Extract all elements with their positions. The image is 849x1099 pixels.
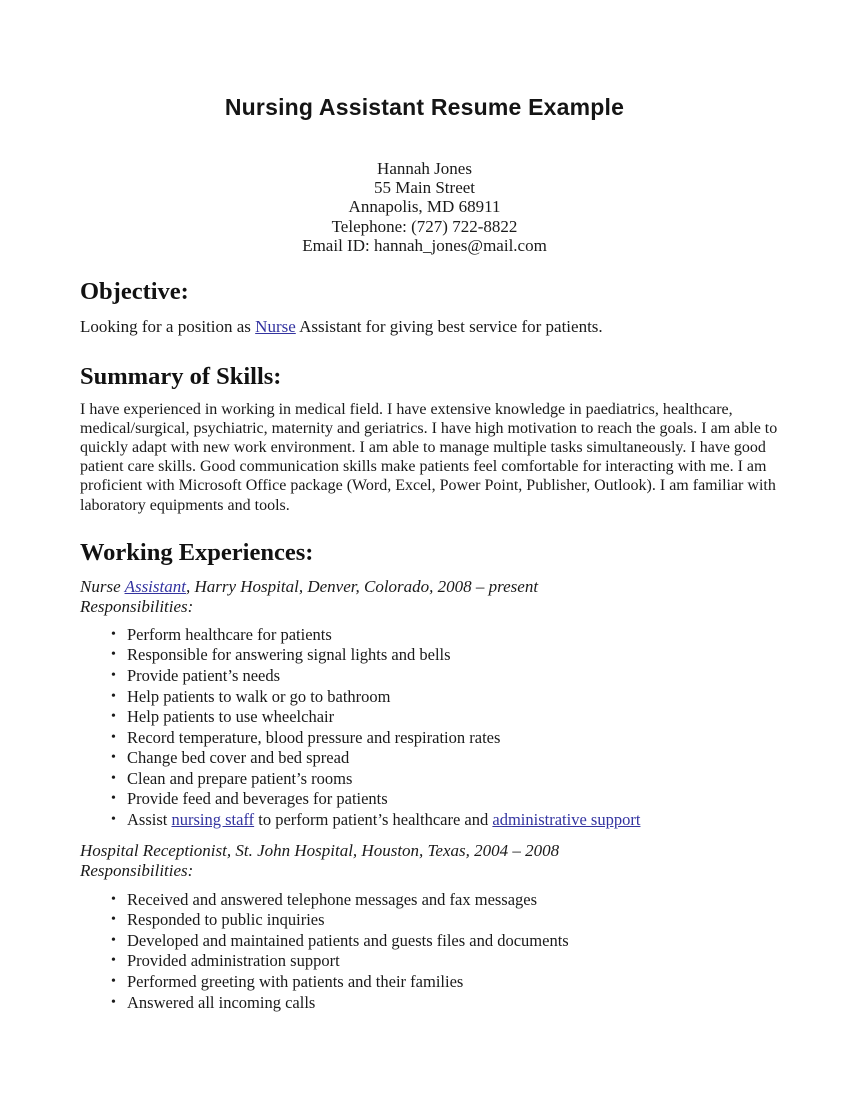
list-item — [80, 625, 779, 646]
bullet-icon: • — [111, 667, 116, 683]
contact-street: 55 Main Street — [373, 178, 476, 198]
bullet-text: Clean and prepare patient’s rooms — [127, 768, 353, 788]
objective-text-after: Assistant for giving best service for patients. — [295, 317, 603, 337]
bullet-icon: • — [111, 729, 116, 745]
contact-city-state-zip: Annapolis, MD 68911 — [348, 197, 501, 217]
bullet-text: Provide feed and beverages for patients — [127, 789, 388, 809]
objective-text-before: Looking for a position as — [80, 317, 256, 337]
bullet-icon: • — [111, 812, 116, 828]
bullet-icon: • — [111, 709, 116, 725]
list-item — [80, 993, 779, 1014]
list-item — [80, 707, 779, 728]
job1-bullet-list — [80, 625, 779, 831]
list-item — [80, 810, 779, 831]
bullet-icon: • — [111, 626, 116, 642]
summary-of-skills-heading: Summary of Skills: — [80, 362, 282, 390]
objective-heading: Objective: — [80, 278, 189, 306]
job1-title-line — [80, 577, 779, 597]
contact-email: Email ID: hannah_jones@mail.com — [302, 235, 547, 255]
bullet-text: Help patients to use wheelchair — [127, 707, 335, 727]
assistant-link[interactable]: Assistant — [124, 576, 186, 596]
bullet-icon: • — [111, 647, 116, 663]
bullet-text: Provide patient’s needs — [127, 665, 281, 685]
bullet-text-part: to perform patient’s healthcare and — [254, 810, 493, 830]
bullet-text: Performed greeting with patients and their families — [127, 972, 464, 992]
objective-text — [80, 317, 779, 337]
bullet-icon: • — [111, 953, 116, 969]
bullet-icon: • — [111, 912, 116, 928]
list-item — [80, 910, 779, 931]
list-item — [80, 951, 779, 972]
job1-responsibilities-label: Responsibilities: — [80, 596, 194, 616]
bullet-icon: • — [111, 770, 116, 786]
nurse-link[interactable]: Nurse — [255, 317, 296, 337]
list-item — [80, 769, 779, 790]
bullet-text: Responsible for answering signal lights and bells — [127, 645, 451, 665]
bullet-icon: • — [111, 932, 116, 948]
bullet-text: Help patients to walk or go to bathroom — [127, 686, 391, 706]
job2-title-line: Hospital Receptionist, St. John Hospital, Houston, Texas, 2004 – 2008 — [80, 840, 560, 860]
working-experiences-heading: Working Experiences: — [80, 538, 314, 566]
job1-title-before: Nurse — [80, 576, 125, 596]
job2-block — [80, 841, 779, 881]
page-title: Nursing Assistant Resume Example — [224, 94, 625, 120]
list-item — [80, 890, 779, 911]
bullet-text: Developed and maintained patients and guests files and documents — [127, 930, 569, 950]
bullet-text-part: Assist — [127, 810, 172, 830]
list-item — [80, 972, 779, 993]
bullet-text: Received and answered telephone messages and fax messages — [127, 889, 538, 909]
bullet-text: Provided administration support — [127, 951, 340, 971]
list-item — [80, 748, 779, 769]
bullet-text: Change bed cover and bed spread — [127, 748, 350, 768]
summary-paragraph: I have experienced in working in medical field. I have extensive knowledge in paediatrics, healthcare, medical/surgical, psychiatric, maternity and geriatrics. I have high motivation to reach the goals. I am able to quickly adapt with new work environment. I am able to manage multiple tasks simultaneously. I have good patient care skills. Good communication skills make patients feel comfortable for interacting with me. I am proficient with Microsoft Office package (Word, Excel, Power Point, Publisher, Outlook). I am familiar with laboratory equipments and tools. — [80, 400, 778, 514]
bullet-text: Answered all incoming calls — [127, 992, 316, 1012]
bullet-text: Responded to public inquiries — [127, 910, 325, 930]
job1-title-after: , Harry Hospital, Denver, Colorado, 2008 – present — [185, 576, 539, 596]
contact-block — [0, 159, 849, 255]
list-item — [80, 789, 779, 810]
document-body — [0, 279, 849, 1013]
contact-phone: Telephone: (727) 722-8822 — [331, 216, 518, 236]
bullet-icon: • — [111, 688, 116, 704]
administrative-support-link[interactable]: administrative support — [492, 810, 641, 830]
list-item — [80, 645, 779, 666]
list-item — [80, 666, 779, 687]
bullet-icon: • — [111, 791, 116, 807]
bullet-icon: • — [111, 750, 116, 766]
list-item — [80, 687, 779, 708]
job2-bullet-list — [80, 890, 779, 1014]
job2-responsibilities-label: Responsibilities: — [80, 860, 194, 880]
list-item — [80, 728, 779, 749]
bullet-icon: • — [111, 891, 116, 907]
bullet-text: Perform healthcare for patients — [127, 624, 332, 644]
bullet-text: Record temperature, blood pressure and respiration rates — [127, 727, 501, 747]
contact-name: Hannah Jones — [377, 159, 472, 178]
nursing-staff-link[interactable]: nursing staff — [171, 810, 255, 830]
bullet-icon: • — [111, 974, 116, 990]
bullet-icon: • — [111, 994, 116, 1010]
list-item — [80, 931, 779, 952]
